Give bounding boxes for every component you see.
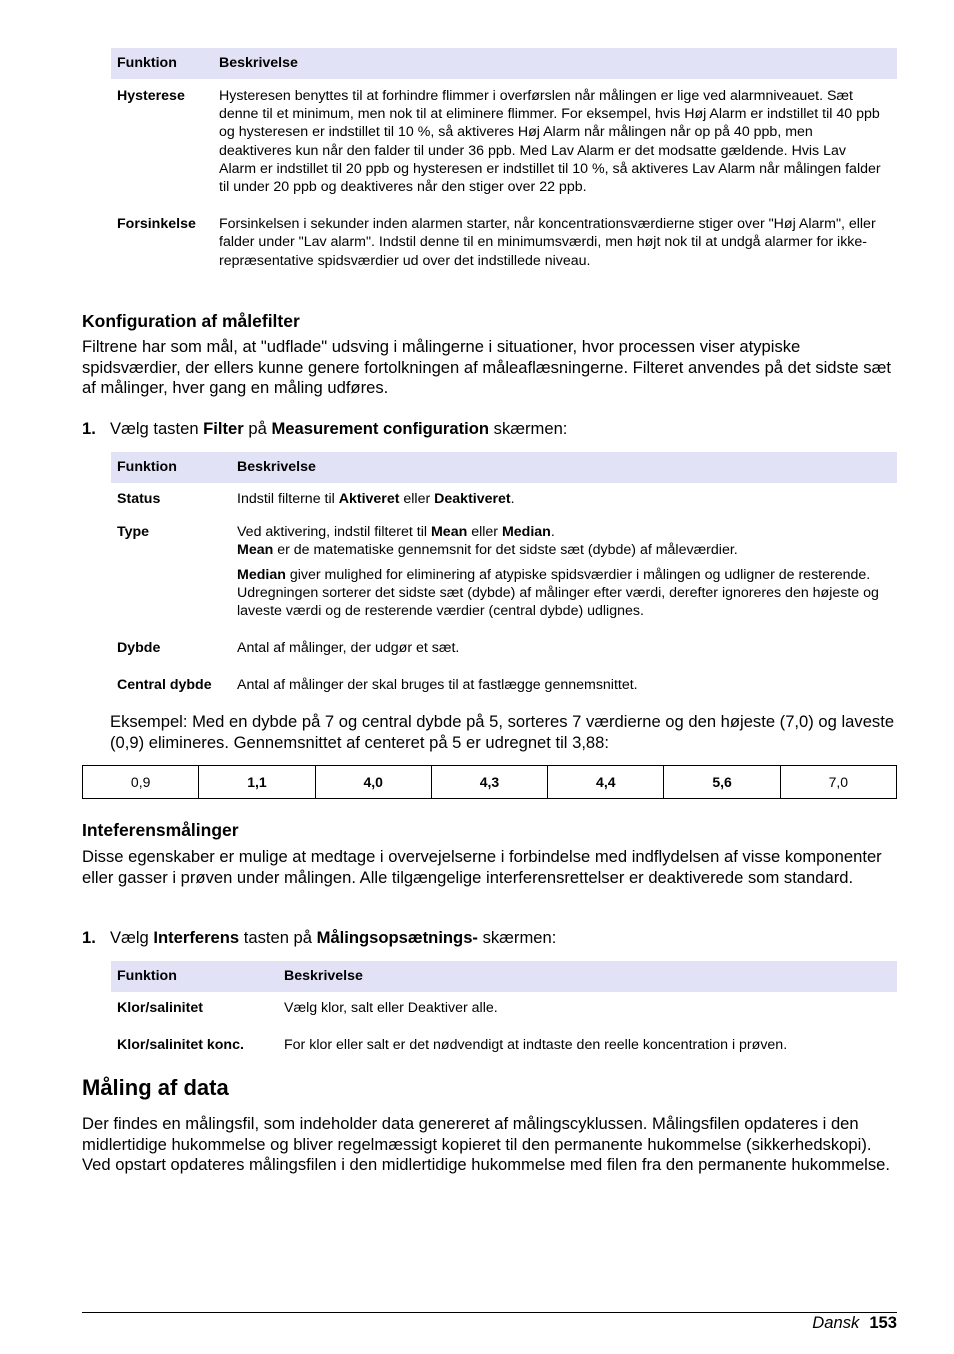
row-description: Hysteresen benyttes til at forhindre flimmer i overførslen når målingen er lige ved alarmniveauet. Sæt denne til et minimum, men nok til at eliminere flimmer. For eksempel, hvis Høj Alarm er indstillet til 40 ppb og hysteresen er indstillet til 10 %, så aktiveres Høj Alarm når målingen når op på 40 ppb, men deaktiveres kun når den falder til under 36 ppb. Med Lav Alarm er det modsatte gældende. Hvis Lav Alarm er indstillet til 20 ppb og hysteresen er indstillet til 10 %, så aktiveres Lav Alarm når målingen falder til under 20 ppb og deaktiveres når den stiger over 22 ppb. xyxy=(219,88,881,196)
step-key-filter: Filter xyxy=(203,419,244,438)
table-row xyxy=(111,992,897,1024)
desc-text: eller xyxy=(399,491,435,507)
step-key-interference: Interferens xyxy=(153,928,240,947)
value-cell: 1,1 xyxy=(199,766,315,799)
row-description xyxy=(231,483,897,515)
table-row xyxy=(111,79,897,203)
section-paragraph-data: Der findes en målingsfil, som indeholder data genereret af målingscyklussen. Målingsfilen opdateres i den midlertidige hukommelse og bliver regelmæssigt kopieret til den permanente hukommelse (sikkerhedskopi). Ved opstart opdateres målingsfilen i den midlertidige hukommelse med filen fra den permanente hukommelse. xyxy=(82,1114,890,1175)
section-paragraph-filter: Filtrene har som mål, at "udflade" udsving i målingerne i situationer, hvor processen viser atypiske spidsværdier, der ellers kunne genere fortolkningen af måleaflæsningerne. Filteret anvendes på det sidste sæt af målinger, hver gang en måling udføres. xyxy=(82,337,891,398)
desc-text: eller xyxy=(467,524,502,541)
table-row-type xyxy=(111,515,897,627)
value-cell: 4,0 xyxy=(315,766,431,799)
step-screen-name: Målingsopsætnings- xyxy=(316,928,478,947)
step-text: skærmen: xyxy=(489,419,568,438)
row-key: Status xyxy=(117,491,161,507)
interference-table xyxy=(111,961,897,1061)
step-text: tasten på xyxy=(239,928,317,947)
row-key: Klor/salinitet xyxy=(117,1000,203,1016)
table-row-depth xyxy=(111,627,897,664)
table-row xyxy=(111,203,897,277)
value-cell: 5,6 xyxy=(664,766,780,799)
type-line xyxy=(237,523,881,559)
row-description: Vælg klor, salt eller Deaktiver alle. xyxy=(284,1000,498,1016)
column-header-description: Beskrivelse xyxy=(231,452,897,483)
row-key: Klor/salinitet konc. xyxy=(117,1037,244,1054)
table-header-row xyxy=(111,48,897,79)
row-key: Dybde xyxy=(117,640,161,657)
section-heading-data: Måling af data xyxy=(82,1075,229,1100)
footer-language: Dansk xyxy=(812,1313,860,1332)
option-median: Median xyxy=(501,524,551,541)
row-description: Antal af målinger der skal bruges til at fastlægge gennemsnittet. xyxy=(237,677,638,694)
desc-text: Indstil filterne til xyxy=(237,491,339,507)
example-values-table xyxy=(82,765,897,799)
row-description: Forsinkelsen i sekunder inden alarmen starter, når koncentrationsværdierne stiger over "Høj Alarm", eller falder under "Lav alarm". Indstil denne til en minimumsværdi, men højt nok til at undgå alarmer for ikke-repræsentative spidsværdier ud over det indstillede niveau. xyxy=(219,216,876,269)
row-description xyxy=(231,515,897,627)
value-cell: 4,3 xyxy=(431,766,547,799)
row-key: Hysterese xyxy=(117,88,185,104)
step-number: 1. xyxy=(82,928,96,947)
column-header-function: Funktion xyxy=(111,961,278,992)
step-text: på xyxy=(243,419,272,438)
desc-text: . xyxy=(550,524,555,541)
page-footer xyxy=(812,1313,897,1333)
step-number: 1. xyxy=(82,419,96,438)
column-header-description: Beskrivelse xyxy=(278,961,897,992)
row-key: Forsinkelse xyxy=(117,216,196,233)
value-cell: 7,0 xyxy=(780,766,896,799)
desc-text: er de matematiske gennemsnit for det sidste sæt (dybde) af måleværdier. xyxy=(273,542,738,559)
median-paragraph xyxy=(237,566,881,621)
row-key: Central dybde xyxy=(117,677,212,694)
desc-text: . xyxy=(510,491,515,507)
term-mean: Mean xyxy=(237,542,274,559)
column-header-description: Beskrivelse xyxy=(213,48,897,79)
option-disabled: Deaktiveret xyxy=(434,491,511,507)
desc-text: Ved aktivering, indstil filteret til xyxy=(237,524,431,541)
section-heading-filter: Konfiguration af målefilter xyxy=(82,311,300,331)
option-mean: Mean xyxy=(430,524,468,541)
step-text: Vælg tasten xyxy=(110,419,204,438)
section-paragraph-interference: Disse egenskaber er mulige at medtage i overvejelserne i forbindelse med indflydelsen af visse komponenter eller gasser i prøven under målingen. Alle tilgængelige interferensrettelser er deaktiverede som standard. xyxy=(82,847,882,887)
table-row-status xyxy=(111,483,897,515)
step-instruction-filter xyxy=(82,419,567,439)
step-screen-name: Measurement configuration xyxy=(271,419,490,438)
column-header-function: Funktion xyxy=(111,48,213,79)
values-row xyxy=(83,766,897,799)
row-key: Type xyxy=(117,524,150,541)
step-text: Vælg xyxy=(110,928,154,947)
value-cell: 0,9 xyxy=(83,766,199,799)
row-description: Antal af målinger, der udgør et sæt. xyxy=(237,640,460,657)
example-paragraph: Eksempel: Med en dybde på 7 og central dybde på 5, sorteres 7 værdierne og den højeste (7,0) og laveste (0,9) elimineres. Gennemsnittet af centeret på 5 er udregnet til 3,88: xyxy=(110,712,895,752)
table-row-central-depth xyxy=(111,664,897,701)
table-header-row xyxy=(111,452,897,483)
step-text: skærmen: xyxy=(477,928,557,947)
desc-text: giver mulighed for eliminering af atypiske spidsværdier i målingen og udligner de resterende. Udregningen sorterer det sidste sæt (dybde) af målinger efter værdi, derefter ignoreres den højeste og laveste værdi og de resterende værdier (central dybde) udlignes. xyxy=(237,566,879,620)
table-header-row xyxy=(111,961,897,992)
option-enabled: Aktiveret xyxy=(338,491,400,507)
page-number: 153 xyxy=(869,1313,897,1332)
hysteresis-table xyxy=(111,48,897,277)
value-cell: 4,4 xyxy=(548,766,664,799)
section-heading-interference: Inteferensmålinger xyxy=(82,820,239,840)
row-description: For klor eller salt er det nødvendigt at indtaste den reelle koncentration i prøven. xyxy=(284,1037,788,1054)
step-instruction-interference xyxy=(82,928,556,948)
column-header-function: Funktion xyxy=(111,452,231,483)
table-row xyxy=(111,1024,897,1061)
filter-table xyxy=(111,452,897,702)
term-median: Median xyxy=(237,566,286,583)
footer-divider xyxy=(82,1312,897,1313)
